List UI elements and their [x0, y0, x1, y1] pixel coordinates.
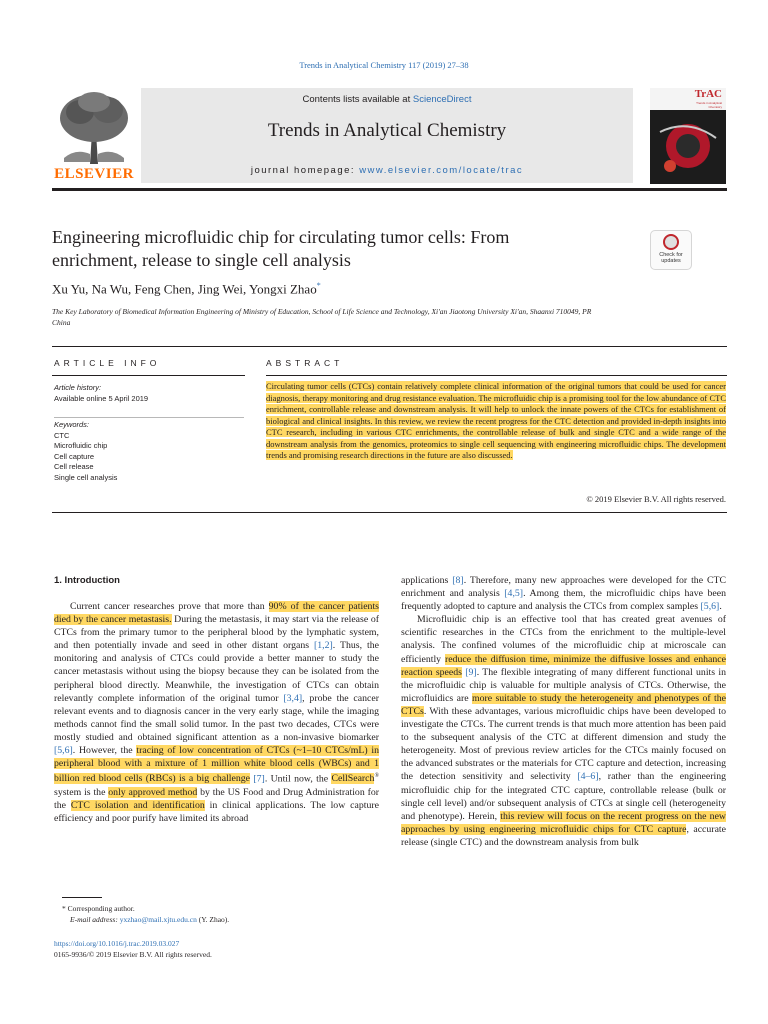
doi-block	[54, 938, 212, 960]
intro-paragraph-1: Current cancer researches prove that more than 90% of the cancer patients died by the cancer metastasis. During the metastasis, it may start via the release of CTCs from the primary tumor to the peripheral blood by the lymphatic system, and then potentially invade and seed in other distant organs [1,2]. Thus, the monitoring and analysis of CTCs could provide a better manner to study the cancer metastasis without using the biopsy because they can be isolated from the peripheral blood directly. Meanwhile, the investigation of CTCs can obtain relevantly complete information of the original tumor [3,4], probe the cancer relevant events and to diagnosis cancer in the very early stage, while the imaging methods cannot find the small solid tumor. In the past two decades, CTCs were mostly studied and obtained significant attention as a non-invasive biomarker [5,6]. However, the tracing of low concentration of CTCs (~1–10 CTCs/mL) in peripheral blood with a mixture of 1 million white blood cells (WBCs) and 1 billion red blood cells (RBCs) is a big challenge [7]. Until now, the CellSearch® system is the only approved method by the US Food and Drug Administration for the CTC isolation and identification in clinical applications. The low capture efficiency and poor purify have limited its abroad	[54, 601, 380, 824]
intro-paragraph-2	[401, 613, 726, 849]
history-label: Article history:	[54, 383, 102, 392]
text-run: . Among them, the microfluidic chips have been frequently adopted to capture and analysis the CTCs from complex samples	[401, 588, 727, 613]
corresponding-author-footnote	[62, 903, 229, 925]
citation-link[interactable]: [8]	[452, 575, 464, 586]
text-run: . Thus, the monitoring and analysis of CTCs could provide a better manner to study the cancer metastasis without using the biopsy because they can be isolated from the peripheral blood directly. Meanwhile, the investigation of CTCs can obtain relevantly complete information of the original tumor	[54, 640, 380, 704]
abstract-heading: ABSTRACT	[266, 358, 344, 368]
text-run: Current cancer researches prove that more than	[70, 601, 269, 612]
article-info-inner-rule	[54, 417, 244, 418]
contents-prefix: Contents lists available at	[302, 94, 413, 105]
history-value: Available online 5 April 2019	[54, 393, 149, 403]
text-run: .	[719, 601, 722, 613]
header-rule	[52, 188, 727, 191]
contents-line	[141, 94, 633, 105]
check-for-updates-button[interactable]	[650, 230, 692, 270]
article-info-rule	[52, 375, 245, 376]
citation-link[interactable]: [9]	[465, 666, 477, 678]
abstract-text	[266, 381, 726, 462]
abstract-copyright: © 2019 Elsevier B.V. All rights reserved.	[586, 494, 726, 504]
corresponding-author-mark[interactable]: *	[316, 281, 321, 290]
highlighted-text: reduce the diffusion time, minimize the diffusive losses and enhance reaction speeds	[401, 653, 726, 678]
email-link[interactable]: yxzhao@mail.xjtu.edu.cn	[119, 915, 197, 924]
author-list	[52, 281, 321, 297]
text-run: applications	[401, 575, 453, 586]
homepage-prefix: journal homepage:	[250, 165, 360, 176]
journal-title: Trends in Analytical Chemistry	[267, 120, 507, 141]
text-run: . However, the	[72, 745, 137, 757]
right-column	[401, 574, 726, 849]
highlighted-text: more suitable to study the heterogeneity and phenotypes of the CTCs	[401, 692, 726, 717]
introduction-heading: 1. Introduction	[54, 575, 120, 586]
abstract-highlight: Circulating tumor cells (CTCs) contain relatively complete clinical information of the original tumors that could be used for cancer diagnosis, therapy monitoring and drug resistance evaluation. The microfluidic chip is a promising tool for the low abundance of CTC enrichment, controllable release and downstream analysis. It will help to unlock the innate powers of the CTCs for establishment of biological and clinical insights. In this review, we review the recent progress for the CTC detection and provided in-depth insights into CTC research, including in various CTC enrichments, the controllable release of bulk and single CTC and a wide range of the downstream analysis from the genomics, proteomics to single cell sequencing with engineering microfluidic chips. The development trends and promising research directions in the future are also discussed.	[266, 381, 726, 460]
journal-reference[interactable]: Trends in Analytical Chemistry 117 (2019) 27–38	[299, 60, 469, 70]
text-run: . Until now, the	[264, 773, 332, 785]
text-run: system is the	[54, 786, 109, 798]
title-divider	[52, 346, 727, 347]
issn-line: 0165-9936/© 2019 Elsevier B.V. All rights reserved.	[54, 950, 212, 959]
affiliation: The Key Laboratory of Biomedical Information Engineering of Ministry of Education, School of Life Science and Technology, Xi'an Jiaotong University Xi'an, Shaanxi 710049, PR China	[52, 307, 592, 327]
email-suffix: (Y. Zhao).	[198, 915, 230, 924]
elsevier-wordmark: ELSEVIER	[54, 166, 134, 182]
text-run: Microfluidic chip is an effective tool that has created great avenues of scientific researches in the CTCs from the enrichment to the multiple-level analysis. The confined volumes of the microfluidic chip at microscale can efficiently	[401, 614, 726, 665]
article-history	[54, 383, 244, 404]
citation-link[interactable]: [5,6]	[700, 601, 720, 613]
highlighted-text: this review will focus on the recent progress on the new approaches by using engineering microfluidic chips for CTC capture	[401, 810, 726, 835]
text-run: . With these advantages, various microfluidic chips have been developed to investigate the CTCs. The current trends is that much more attention has been paid to the subsequent analysis of the CTC at different dimension and study the heterogeneity. Most of previous review articles for the CTCs mainly focused on the advanced substrates or the materials for CTC capture and detection, increasing the detection sensitivity and selectivity	[401, 705, 726, 783]
highlighted-text: 90% of the cancer patients died by the cancer metastasis.	[54, 601, 379, 626]
keyword-item: CTC	[54, 430, 70, 440]
citation-link[interactable]: [3,4]	[283, 692, 303, 704]
text-run: During the metastasis, it may start via the release of CTCs from the primary tumor to the peripheral blood by the lymphatic system, and then potentially invade and seed in other distant organs	[54, 614, 379, 652]
text-run: , accurate release (single CTC) and the downstream analysis from bulk	[401, 823, 726, 848]
citation-link[interactable]: [7]	[253, 773, 265, 785]
article-info-heading: ARTICLE INFO	[54, 358, 161, 368]
keyword-item: Cell capture	[54, 451, 95, 461]
text-run: , probe the cancer relevant events and to diagnosis cancer in the very early stage, while the imaging methods cannot find the small solid tumor. In the past two decades, CTCs were mostly studied and obtained significant attention as a non-invasive biomarker	[54, 692, 379, 743]
keywords-label: Keywords:	[54, 420, 90, 429]
highlighted-text: CTC isolation and identification	[70, 799, 205, 811]
citation-link[interactable]: [4,5]	[504, 588, 524, 600]
abstract-rule	[266, 375, 727, 376]
doi-link[interactable]: https://doi.org/10.1016/j.trac.2019.03.027	[54, 939, 180, 948]
text-run: by the US Food and Drug Administration for the	[54, 786, 379, 811]
homepage-link[interactable]: www.elsevier.com/locate/trac	[359, 165, 524, 176]
highlighted-text: tracing of low concentration of CTCs (~1–10 CTCs/mL) in peripheral blood with a mixture of 1 million white blood cells (WBCs) and 1 billion red blood cells (RBCs) is a big challenge	[54, 745, 379, 785]
text-run: . The flexible integrating of many different functional units in the microfluidic chip is valuable for multiple analysis of CTCs. Otherwise, the microfluidics are	[401, 666, 726, 704]
check-updates-label: Check for updates	[659, 252, 683, 264]
text-run: . Therefore, many new approaches were developed for the CTC enrichment and analysis	[401, 575, 727, 600]
highlighted-text: CellSearch	[331, 773, 375, 785]
citation-link[interactable]: [1,2]	[314, 640, 333, 652]
keyword-item: Microfluidic chip	[54, 441, 108, 450]
cover-subtitle: Trends in Analytical Chemistry	[696, 101, 722, 109]
keyword-item: Cell release	[54, 462, 94, 471]
cover-label: TrAC	[694, 88, 722, 100]
journal-cover-image	[650, 88, 726, 184]
text-run: in clinical applications. The low capture efficiency and poor purify have limited its abroad	[54, 799, 379, 824]
abstract-bottom-rule	[52, 512, 727, 513]
article-title: Engineering microfluidic chip for circulating tumor cells: From enrichment, release to single cell analysis	[52, 227, 510, 270]
check-updates-icon	[663, 234, 679, 250]
keyword-item: Single cell analysis	[54, 472, 118, 482]
footnote-text: Corresponding author.	[67, 904, 135, 913]
sciencedirect-link[interactable]: ScienceDirect	[412, 94, 472, 105]
keywords-block	[54, 420, 244, 483]
text-run: , rather than the engineering microfluidic chip for the integrated CTC capture, controllable release (bulk or single cell level) and/or subsequent analysis of CTCs at single cell (heterogeneity and phenotype). Herein,	[401, 771, 726, 822]
author-names: Xu Yu, Na Wu, Feng Chen, Jing Wei, Yongxi Zhao	[52, 281, 317, 297]
intro-paragraph-1-cont	[401, 574, 726, 613]
footnote-mark: *	[62, 904, 66, 913]
highlighted-text: only approved method	[108, 786, 198, 798]
footnote-rule	[62, 897, 102, 898]
citation-link[interactable]: [5,6]	[54, 745, 73, 757]
homepage-line	[141, 165, 633, 176]
email-label: E-mail address:	[70, 915, 118, 924]
citation-link[interactable]: [4–6]	[577, 771, 599, 783]
left-column	[54, 600, 379, 825]
